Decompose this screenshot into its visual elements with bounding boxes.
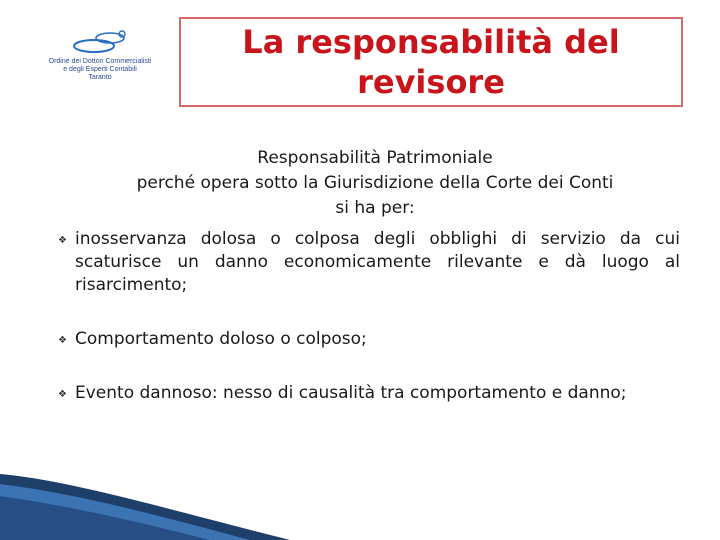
bullet-diamond-icon: ❖ [58,335,67,346]
title-line-2: revisore [357,63,505,101]
logo-emblem-icon [70,28,134,58]
slide-title [179,17,683,107]
intro-line-1: Responsabilità Patrimoniale [257,148,493,168]
bullet-list [58,228,680,405]
bullet-item [58,328,680,351]
logo [30,28,170,100]
title-line-1: La responsabilità del [242,23,620,61]
intro-text [70,146,680,221]
bullet-diamond-icon: ❖ [58,235,67,246]
bullet-text: inosservanza dolosa o colposa degli obblighi di servizio da cui scaturisce un danno economicamente rilevante e dà luogo al risarcimento; [75,229,680,295]
corner-swoosh-decoration [0,450,300,540]
bullet-text: Evento dannoso: nesso di causalità tra comportamento e danno; [75,383,627,403]
intro-line-3: si ha per: [335,198,415,218]
bullet-text: Comportamento doloso o colposo; [75,329,367,349]
bullet-diamond-icon: ❖ [58,389,67,400]
logo-line-1: Ordine dei Dottori Commercialisti [48,58,152,65]
logo-line-2: e degli Esperti Contabili [63,66,137,73]
bullet-item [58,382,680,405]
bullet-item [58,228,680,297]
logo-line-3: Taranto [88,74,112,81]
intro-line-2: perché opera sotto la Giurisdizione della Corte dei Conti [136,173,614,193]
